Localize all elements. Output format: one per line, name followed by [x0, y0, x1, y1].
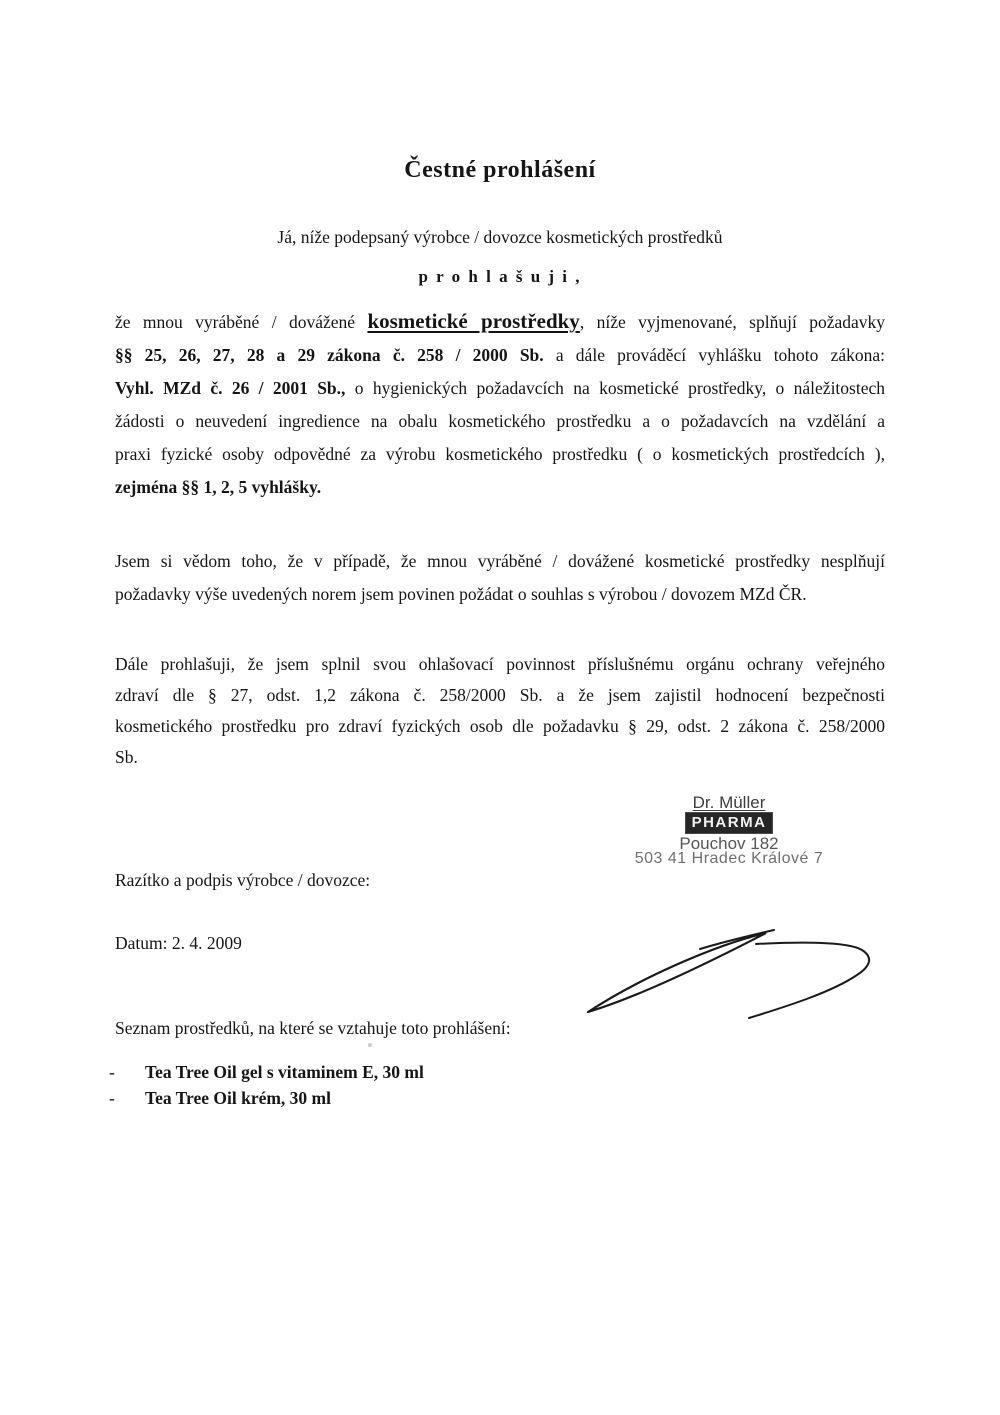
text-segment: , — [579, 312, 585, 332]
signature-stroke — [700, 930, 774, 949]
products-list — [109, 1059, 849, 1111]
product-label: Tea Tree Oil gel s vitaminem E, 30 ml — [145, 1062, 424, 1082]
text-line: zdraví dle § 27, odst. 1,2 zákona č. 258/2000 Sb. a že jsem zajistil hodnocení bezpečnosti — [115, 685, 885, 705]
text-line: požadavky výše uvedených norem jsem povinen požádat o souhlas s výrobou / dovozem MZd ČR. — [115, 584, 807, 604]
text-line: zejména §§ 1, 2, 5 vyhlášky. — [115, 477, 322, 497]
stamp-name: Dr. Müller — [692, 793, 766, 812]
signature-stroke — [749, 943, 869, 1018]
company-stamp — [599, 793, 859, 866]
highlight-phrase: kosmetické prostředky — [367, 309, 580, 333]
product-item — [109, 1059, 849, 1085]
scan-speckle — [368, 1043, 372, 1047]
decree-reference: Vyhl. MZd č. 26 / 2001 Sb., — [115, 378, 346, 398]
text-line — [115, 305, 885, 339]
product-item — [109, 1085, 849, 1111]
intro-line: Já, níže podepsaný výrobce / dovozce kosmetických prostředků — [277, 227, 723, 247]
handwritten-signature — [560, 900, 980, 1030]
text-line — [115, 339, 885, 372]
paragraph-awareness — [115, 545, 885, 611]
products-heading: Seznam prostředků, na které se vztahuje toto prohlášení: — [115, 1018, 511, 1038]
stamp-signature-label: Razítko a podpis výrobce / dovozce: — [115, 870, 371, 890]
date-line: Datum: 2. 4. 2009 — [115, 933, 242, 953]
list-bullet: - — [109, 1062, 115, 1082]
paragraph-notification — [115, 649, 885, 773]
text-line: praxi fyzické osoby odpovědné za výrobu kosmetického prostředku ( o kosmetických prostředcích ), — [115, 444, 885, 464]
text-segment: a dále prováděcí vyhlášku tohoto zákona: — [555, 345, 886, 365]
document-title: Čestné prohlášení — [404, 157, 596, 183]
text-line: Sb. — [115, 747, 138, 767]
text-segment: že mnou vyráběné / dovážené — [115, 312, 356, 332]
stamp-city: 503 41 Hradec Králové 7 — [634, 850, 824, 867]
product-label: Tea Tree Oil krém, 30 ml — [145, 1088, 331, 1108]
text-segment: níže vyjmenované, splňují požadavky — [596, 312, 886, 332]
paragraph-legal-requirements — [115, 305, 885, 504]
stamp-brand-box: PHARMA — [686, 813, 773, 833]
law-reference: §§ 25, 26, 27, 28 a 29 zákona č. 258 / 2000 Sb. — [115, 345, 544, 365]
stamp-street: Pouchov 182 — [679, 834, 779, 853]
text-line: žádosti o neuvedení ingredience na obalu kosmetického prostředku a o požadavcích na vzdělání a — [115, 411, 885, 431]
text-line: kosmetického prostředku pro zdraví fyzických osob dle požadavku § 29, odst. 2 zákona č. 258/2000 — [115, 716, 885, 736]
signature-stroke — [588, 933, 766, 1012]
text-line: Jsem si vědom toho, že v případě, že mnou vyráběné / dovážené kosmetické prostředky nesplňují — [115, 551, 885, 571]
text-line — [115, 372, 885, 405]
list-bullet: - — [109, 1088, 115, 1108]
declaration-word: p r o h l a š u j i , — [418, 267, 582, 286]
text-line: Dále prohlašuji, že jsem splnil svou ohlašovací povinnost příslušnému orgánu ochrany veřejného — [115, 654, 885, 674]
text-segment: o hygienických požadavcích na kosmetické prostředky, o náležitostech — [354, 378, 885, 398]
